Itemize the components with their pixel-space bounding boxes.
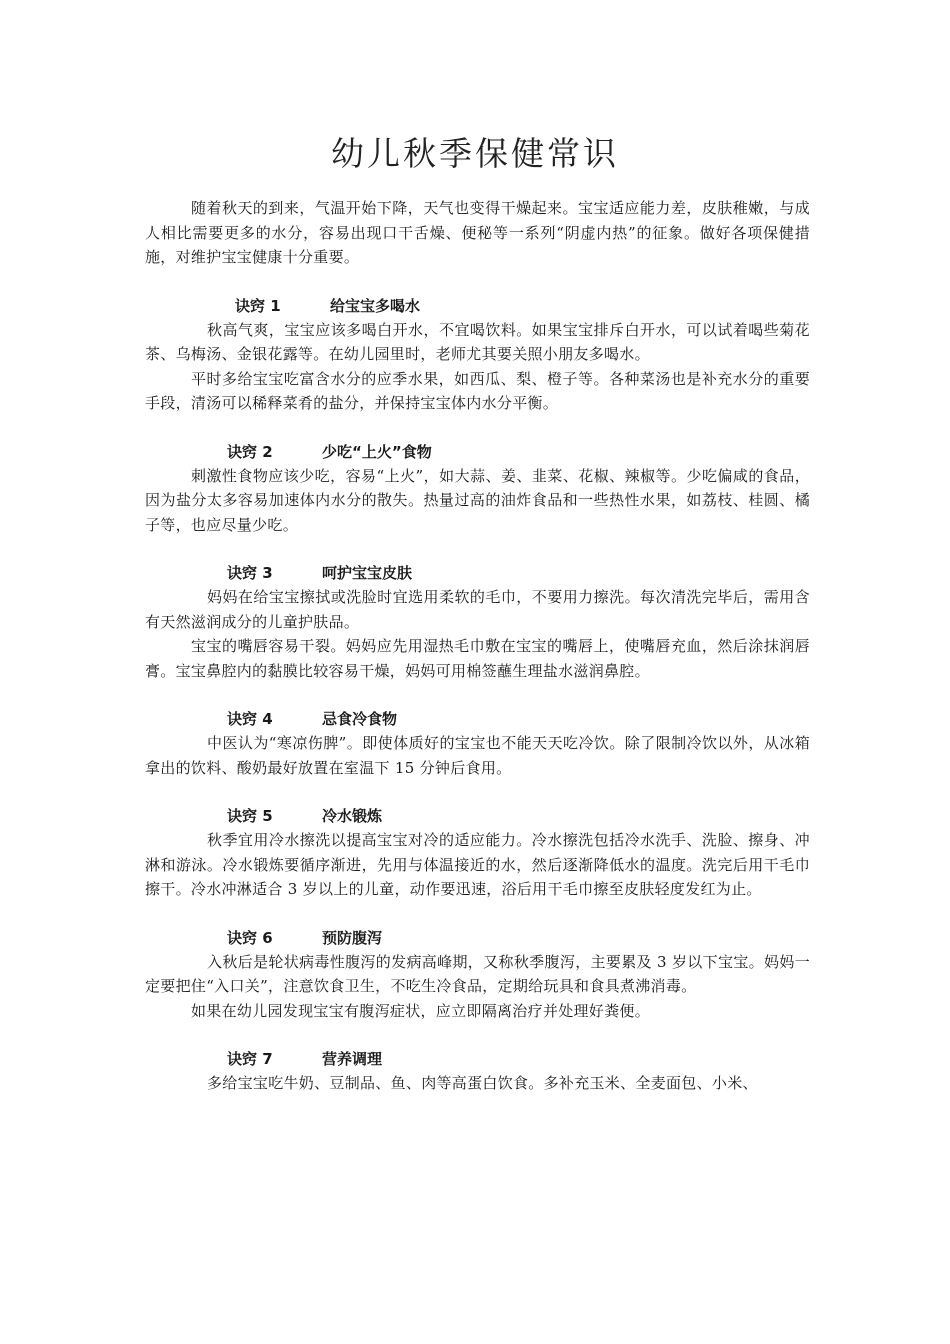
section-1 xyxy=(145,294,810,416)
section-2 xyxy=(145,440,810,538)
section-title: 呵护宝宝皮肤 xyxy=(322,564,413,582)
section-number: 诀窍 5 xyxy=(227,807,273,825)
section-paragraph: 平时多给宝宝吃富含水分的应季水果，如西瓜、梨、橙子等。各种菜汤也是补充水分的重要手段，清汤可以稀释菜肴的盐分，并保持宝宝体内水分平衡。 xyxy=(145,369,810,412)
section-number: 诀窍 3 xyxy=(227,564,273,582)
section-7 xyxy=(145,1047,810,1096)
section-paragraph: 宝宝的嘴唇容易干裂。妈妈应先用湿热毛巾敷在宝宝的嘴唇上，使嘴唇充血，然后涂抹润唇膏。宝宝鼻腔内的黏膜比较容易干燥，妈妈可用棉签蘸生理盐水滋润鼻腔。 xyxy=(145,637,810,680)
section-title: 少吃“上火”食物 xyxy=(322,442,432,461)
document-body xyxy=(145,196,810,1096)
section-title: 忌食冷食物 xyxy=(322,710,398,728)
section-heading xyxy=(145,707,810,731)
section-title: 冷水锻炼 xyxy=(322,807,383,825)
section-paragraph: 入秋后是轮状病毒性腹泻的发病高峰期，又称秋季腹泻，主要累及 3 岁以下宝宝。妈妈一定要把住“入口关”，注意饮食卫生，不吃生冷食品，定期给玩具和食具煮沸消毒。 xyxy=(145,952,810,995)
section-paragraph: 中医认为“寒凉伤脾”。即使体质好的宝宝也不能天天吃冷饮。除了限制冷饮以外，从冰箱拿出的饮料、酸奶最好放置在室温下 15 分钟后食用。 xyxy=(145,734,810,777)
section-paragraph: 如果在幼儿园发现宝宝有腹泻症状，应立即隔离治疗并处理好粪便。 xyxy=(191,1001,651,1020)
section-title: 营养调理 xyxy=(322,1050,383,1068)
page-title: 幼儿秋季保健常识 xyxy=(331,134,619,173)
section-5 xyxy=(145,804,810,902)
section-number: 诀窍 6 xyxy=(227,928,273,947)
section-title: 预防腹泻 xyxy=(322,928,383,947)
section-paragraph: 妈妈在给宝宝擦拭或洗脸时宜选用柔软的毛巾，不要用力擦洗。每次清洗完毕后，需用含有天然滋润成分的儿童护肤品。 xyxy=(145,588,810,631)
section-paragraph: 多给宝宝吃牛奶、豆制品、鱼、肉等高蛋白饮食。多补充玉米、全麦面包、小米、 xyxy=(207,1074,758,1092)
intro-paragraph: 随着秋天的到来，气温开始下降，天气也变得干燥起来。宝宝适应能力差，皮肤稚嫩，与成人相比需要更多的水分，容易出现口干舌燥、便秘等一系列“阴虚内热”的征象。做好各项保健措施，对维护宝宝健康十分重要。 xyxy=(145,199,810,266)
section-paragraph: 秋季宜用冷水擦洗以提高宝宝对冷的适应能力。冷水擦洗包括冷水洗手、洗脸、擦身、冲淋和游泳。冷水锻炼要循序渐进，先用与体温接近的水，然后逐渐降低水的温度。洗完后用干毛巾擦干。冷水冲淋适合 3 岁以上的儿童，动作要迅速，浴后用干毛巾擦至皮肤轻度发红为止。 xyxy=(145,831,810,898)
section-paragraph: 刺激性食物应该少吃，容易“上火”，如大蒜、姜、韭菜、花椒、辣椒等。少吃偏咸的食品，因为盐分太多容易加速体内水分的散失。热量过高的油炸食品和一些热性水果，如荔枝、桂圆、橘子等，也应尽量少吃。 xyxy=(145,466,810,534)
section-6 xyxy=(145,926,810,1024)
section-number: 诀窍 7 xyxy=(227,1050,273,1068)
section-3 xyxy=(145,561,810,683)
section-heading xyxy=(145,294,810,318)
section-number: 诀窍 1 xyxy=(235,296,281,315)
section-title: 给宝宝多喝水 xyxy=(330,296,421,315)
section-paragraph: 秋高气爽，宝宝应该多喝白开水，不宜喝饮料。如果宝宝排斥白开水，可以试着喝些菊花茶、乌梅汤、金银花露等。在幼儿园里时，老师尤其要关照小朋友多喝水。 xyxy=(145,320,810,363)
section-heading xyxy=(145,804,810,828)
section-heading xyxy=(145,1047,810,1071)
section-heading xyxy=(145,926,810,950)
section-number: 诀窍 4 xyxy=(227,710,273,728)
section-heading xyxy=(145,561,810,585)
section-number: 诀窍 2 xyxy=(227,442,273,461)
section-4 xyxy=(145,707,810,780)
section-heading xyxy=(145,440,810,464)
